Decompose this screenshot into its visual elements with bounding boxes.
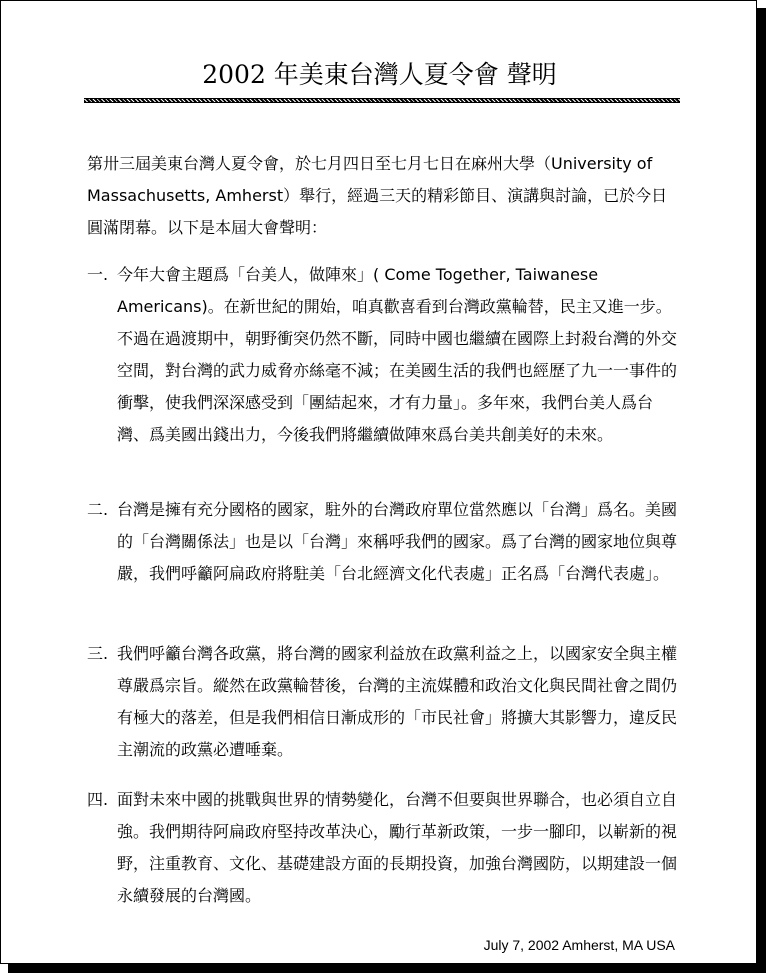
statement-item-1 — [87, 259, 679, 451]
page-shadow-right — [757, 8, 766, 972]
statement-item-3 — [87, 638, 679, 766]
intro-paragraph: 第卅三屆美東台灣人夏令會，於七月四日至七月七日在麻州大學（University of Massachusetts, Amherst）舉行，經過三天的精彩節目、演講與討論，已於今日圓滿閉幕。以下是本屆大會聲明： — [87, 154, 668, 237]
statement-item-number: 四. — [87, 790, 109, 809]
statement-item-number: 二. — [87, 500, 109, 519]
title-underline-divider — [84, 98, 680, 103]
statement-item-text: 今年大會主題爲「台美人，做陣來」( Come Together, Taiwanese Americans)。在新世紀的開始，咱真歡喜看到台灣政黨輪替，民主又進一步。不過在過渡期中，朝野衝突仍然不斷，同時中國也繼續在國際上封殺台灣的外交空間，對台灣的武力威脅亦絲毫不減；在美國生活的我們也經歷了九一一事件的衝擊，使我們深深感受到「團結起來，才有力量」。多年來，我們台美人爲台灣、爲美國出錢出力，今後我們將繼續做陣來爲台美共創美好的未來。 — [117, 265, 678, 444]
document-title: 2002 年美東台灣人夏令會 聲明 — [202, 60, 557, 89]
statement-item-number: 一. — [87, 265, 109, 284]
page-shadow-bottom — [8, 964, 766, 973]
date-location-footer: July 7, 2002 Amherst, MA USA — [483, 937, 675, 953]
statement-item-text: 我們呼籲台灣各政黨，將台灣的國家利益放在政黨利益之上，以國家安全與主權尊嚴爲宗旨。縱然在政黨輪替後，台灣的主流媒體和政治文化與民間社會之間仍有極大的落差，但是我們相信日漸成形的「市民社會」將擴大其影響力，違反民主潮流的政黨必遭唾棄。 — [117, 644, 678, 759]
statement-item-2 — [87, 494, 679, 590]
statement-item-4 — [87, 784, 679, 912]
statement-item-text: 台灣是擁有充分國格的國家，駐外的台灣政府單位當然應以「台灣」爲名。美國的「台灣關係法」也是以「台灣」來稱呼我們的國家。爲了台灣的國家地位與尊嚴，我們呼籲阿扁政府將駐美「台北經濟文化代表處」正名爲「台灣代表處」。 — [117, 500, 678, 583]
statement-item-text: 面對未來中國的挑戰與世界的情勢變化，台灣不但要與世界聯合，也必須自立自強。我們期待阿扁政府堅持改革決心，勵行革新政策，一步一腳印，以嶄新的視野，注重教育、文化、基礎建設方面的長期投資，加強台灣國防，以期建設一個永續發展的台灣國。 — [117, 790, 678, 905]
statement-item-number: 三. — [87, 644, 109, 663]
